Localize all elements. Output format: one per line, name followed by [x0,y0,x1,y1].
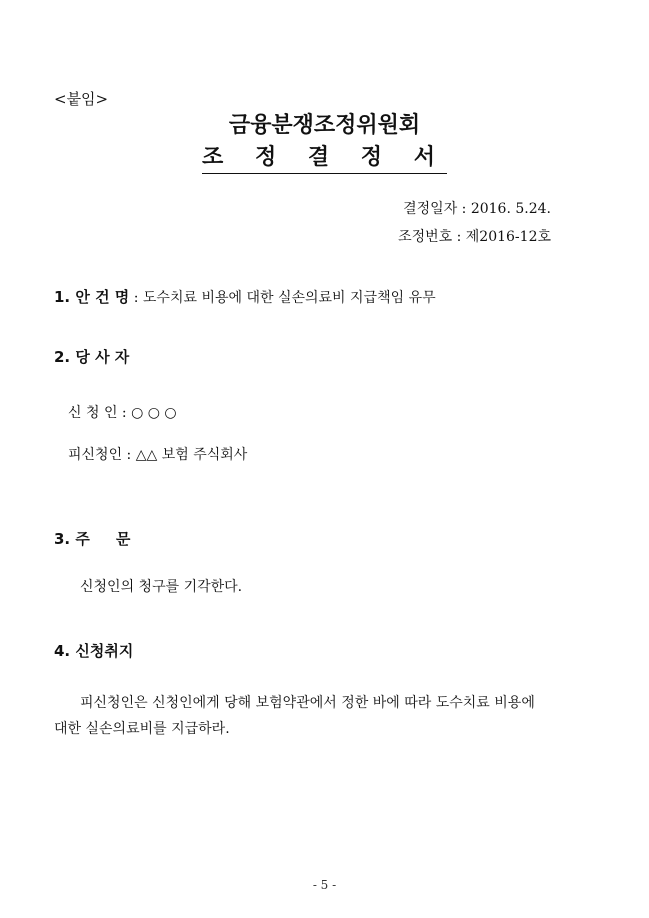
claim-text-line1: 피신청인은 신청인에게 당해 보험약관에서 정한 바에 따라 도수치료 비용에 [80,695,535,711]
section-parties-heading [54,346,129,367]
section-case-text: : 도수치료 비용에 대한 실손의료비 지급책임 유무 [129,290,436,306]
order-text: 신청인의 청구를 기각한다. [80,579,243,595]
section-order-num: 3. 주 [54,530,90,548]
document-title-text: 조 정 결 정 서 [202,140,447,174]
section-case-heading: 1. 안 건 명 [54,288,130,306]
respondent-line: 피신청인 : △△ 보험 주식회사 [68,447,248,463]
mediation-number: 조정번호 : 제2016-12호 [398,229,551,245]
section-order-heading [54,528,130,549]
applicant-line: 신 청 인 : ○ ○ ○ [68,405,177,421]
section-parties-title: 2. 당 사 자 [54,348,130,366]
claim-text-line2: 대한 실손의료비를 지급하라. [54,721,230,737]
attachment-label: <붙임> [54,90,109,108]
section-order-word: 문 [115,530,131,548]
decision-date: 결정일자 : 2016. 5.24. [403,201,551,217]
org-title: 금융분쟁조정위원회 [228,113,421,138]
section-case [54,286,436,307]
section-claim-title: 4. 신청취지 [54,642,134,660]
section-claim-heading [54,640,133,661]
page-number: - 5 - [312,878,337,892]
document-title [0,140,649,174]
